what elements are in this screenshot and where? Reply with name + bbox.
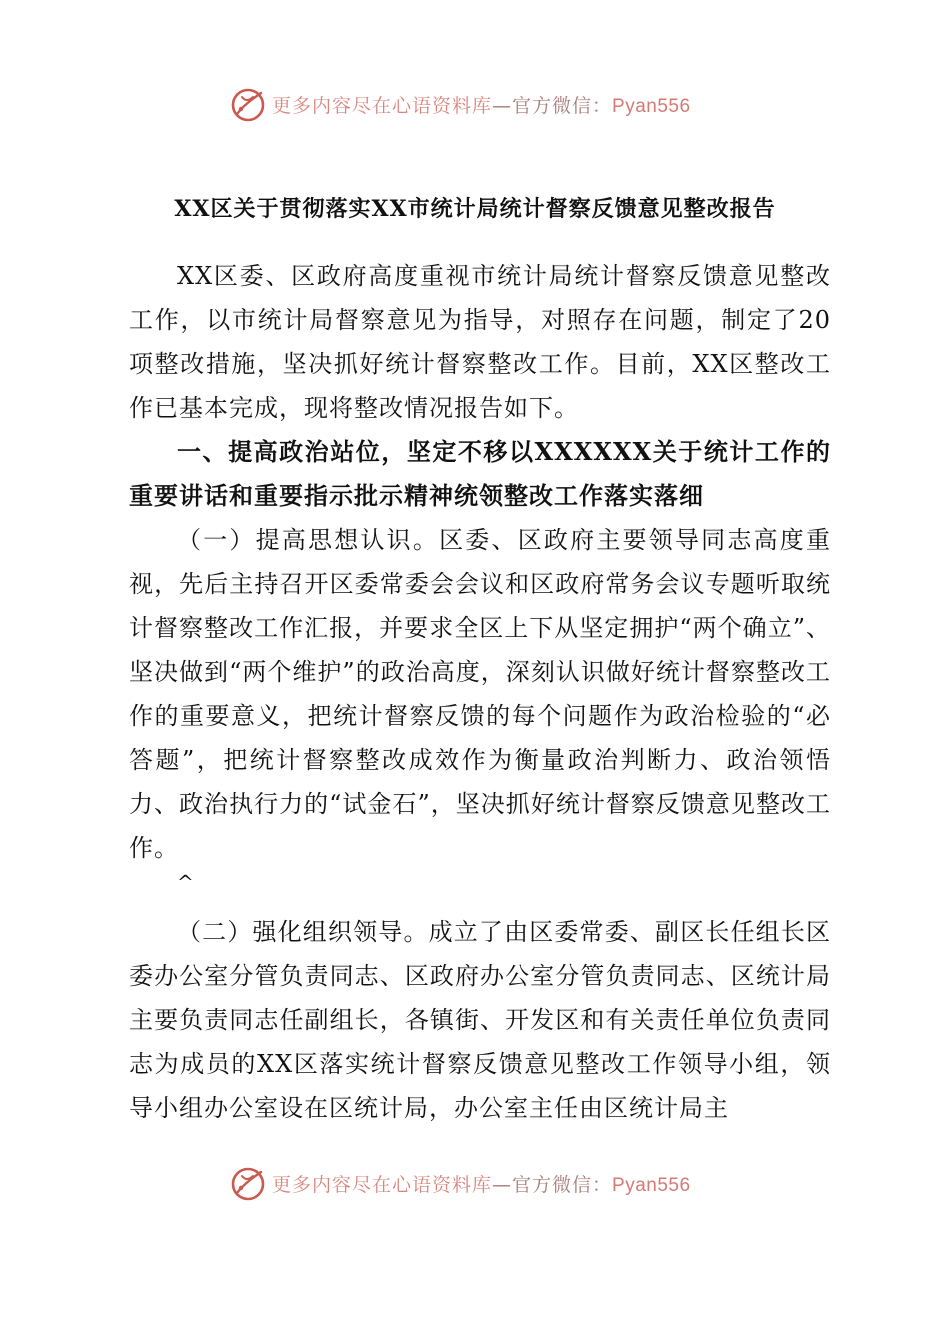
watermark-wechat-id: Pyan556 [612, 1174, 691, 1196]
section-1-heading: 一、提高政治站位，坚定不移以XXXXXX关于统计工作的重要讲话和重要指示批示精神统领整改工作落实落细 [129, 437, 831, 510]
document-title: XX区关于贯彻落实XX市统计局统计督察反馈意见整改报告 [174, 196, 776, 222]
subsection-2-paragraph: （二）强化组织领导。成立了由区委常委、副区长任组长区委办公室分管负责同志、区政府办公室分管负责同志、区统计局主要负责同志任副组长，各镇街、开发区和有关责任单位负责同志为成员的XX区落实统计督察反馈意见整改工作领导小组，领导小组办公室设在区统计局，办公室主任由区统计局主 [129, 918, 831, 1122]
intro-paragraph: XX区委、区政府高度重视市统计局统计督察反馈意见整改工作，以市统计局督察意见为指导，对照存在问题，制定了20项整改措施，坚决抓好统计督察整改工作。目前，XX区整改工作已基本完成，现将整改情况报告如下。 [129, 262, 831, 422]
watermark-wechat-label: 官方微信： [512, 1173, 613, 1196]
brand-logo-icon [228, 1163, 268, 1203]
watermark-wechat-id: Pyan556 [612, 95, 691, 117]
watermark-separator: — [492, 1173, 513, 1196]
caret-mark: ^ [177, 870, 194, 894]
watermark-footer [228, 1163, 691, 1203]
brand-logo-icon [228, 84, 268, 124]
watermark-wechat-label: 官方微信： [512, 94, 613, 117]
watermark-brand: 更多内容尽在心语资料库 [272, 1173, 493, 1196]
watermark-brand: 更多内容尽在心语资料库 [272, 94, 493, 117]
subsection-1-paragraph: （一）提高思想认识。区委、区政府主要领导同志高度重视，先后主持召开区委常委会会议和区政府常务会议专题听取统计督察整改工作汇报，并要求全区上下从坚定拥护“两个确立”、坚决做到“两个维护”的政治高度，深刻认识做好统计督察整改工作的重要意义，把统计督察反馈的每个问题作为政治检验的“必答题”，把统计督察整改成效作为衡量政治判断力、政治领悟力、政治执行力的“试金石”，坚决抓好统计督察反馈意见整改工作。 [129, 526, 831, 862]
watermark-separator: — [492, 94, 513, 117]
watermark-header [228, 84, 691, 124]
